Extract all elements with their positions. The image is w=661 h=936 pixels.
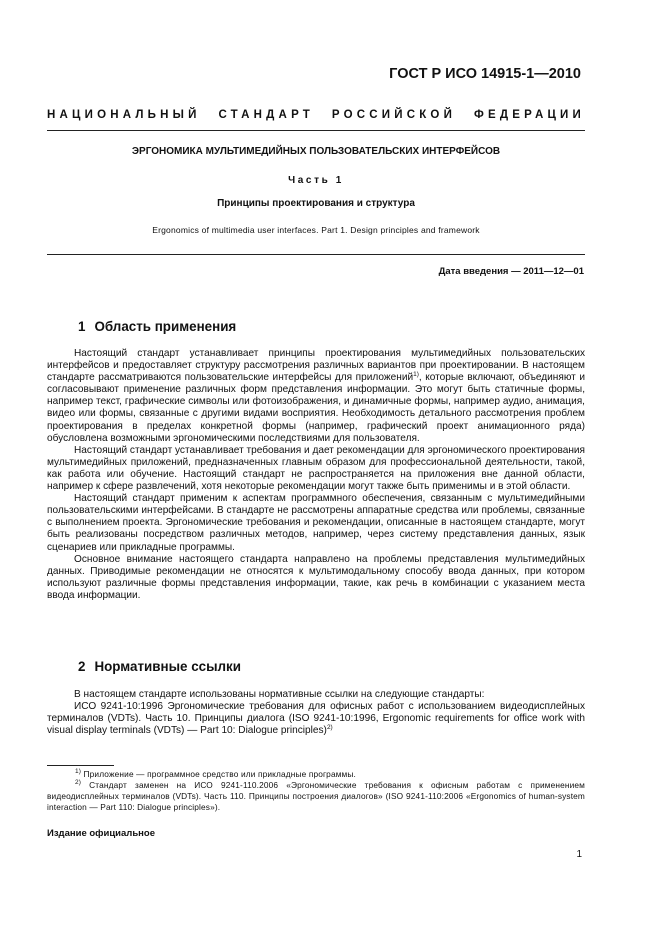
footnote-ref-2: 2) bbox=[326, 724, 333, 732]
english-title: Ergonomics of multimedia user interfaces. Part 1. Design principles and framework bbox=[152, 225, 480, 235]
footnote-ref-1: 1) bbox=[413, 371, 419, 379]
national-word-3: РОССИЙСКОЙ bbox=[331, 109, 457, 121]
paragraph-text: , которые включают, объединяют и согласовывают применение различных форм представления информации. Это могут быть статичные формы, например текст, графические символы или фотоизображения, и динамичные формы, например аудио, анимация, видео или формы, связанные с другими видами восприятия. Необходимость детального рассмотрения проблем проектирования в пределах конкретной формы (например, графический проект анимационного ряда) обусловлена возможными эргономическими последствиями для пользователя. bbox=[47, 372, 585, 444]
national-word-2: СТАНДАРТ bbox=[218, 109, 315, 121]
title-divider bbox=[47, 254, 585, 255]
section-1-body bbox=[47, 348, 585, 602]
section-1-heading bbox=[78, 319, 236, 334]
national-word-1: НАЦИОНАЛЬНЫЙ bbox=[47, 109, 201, 121]
introduction-date: Дата введения — 2011—12—01 bbox=[438, 266, 584, 277]
footnotes bbox=[47, 769, 585, 813]
paragraph: В настоящем стандарте использованы нормативные ссылки на следующие стандарты: bbox=[74, 689, 485, 700]
paragraph: Настоящий стандарт устанавливает требования и дает рекомендации для эргономического проектирования мультимедийных приложений, предназначенных главным образом для профессиональной деятельности, такой, как работа или обучение. Настоящий стандарт не распространяется на приложения вне данной области, например к сфере развлечений, хотя некоторые рекомендации могут также быть применимы и в этой области. bbox=[47, 444, 585, 493]
section-2-body bbox=[47, 689, 585, 737]
paragraph-text: Настоящий стандарт устанавливает принципы проектирования мультимедийных пользовательских интерфейсов и предоставляет структуру рассмотрения различных вариантов при проектировании. В настоящем стандарте рассматриваются пользовательские интерфейсы для приложений bbox=[47, 348, 585, 384]
footnote-1 bbox=[47, 769, 585, 780]
paragraph: Основное внимание настоящего стандарта направлено на проблемы представления мультимедийных данных. Приводимые рекомендации не относятся к мультимодальному способу ввода данных, при котором используют различные формы представления информации, такие, как речь в комбинации с указанием места ввода информации. bbox=[47, 553, 585, 601]
standard-title: ЭРГОНОМИКА МУЛЬТИМЕДИЙНЫХ ПОЛЬЗОВАТЕЛЬСКИХ ИНТЕРФЕЙСОВ bbox=[131, 146, 501, 157]
section-1-title: Область применения bbox=[94, 319, 237, 334]
page-number: 1 bbox=[576, 849, 582, 860]
standard-subtitle: Принципы проектирования и структура bbox=[217, 198, 415, 209]
paragraph-text: ИСО 9241-10:1996 Эргономические требования для офисных работ с использованием видеодисплейных терминалов (VDTs). Часть 10. Принципы диалога (ISO 9241-10:1996, Ergonomic requirements for office work with visual display terminals (VDTs) — Part 10: Dialogue principles) bbox=[47, 701, 585, 737]
official-edition: Издание официальное bbox=[47, 828, 155, 839]
section-1-number: 1 bbox=[78, 319, 86, 334]
section-2-title: Нормативные ссылки bbox=[94, 659, 241, 674]
footnote-text: Приложение — программное средство или прикладные программы. bbox=[81, 769, 356, 779]
header-divider bbox=[47, 130, 585, 131]
footnote-text: Стандарт заменен на ИСО 9241-110.2006 «Эргономические требования к офисным работам с применением видеодисплейных терминалов (VDTs). Часть 110. Принципы построения диалогов» (ISO 9241-110:2006 «Ergonomics of human-system interaction — Part 110: Dialogue principles»). bbox=[47, 780, 585, 812]
section-2-number: 2 bbox=[78, 659, 86, 674]
national-word-4: ФЕДЕРАЦИИ bbox=[473, 109, 585, 121]
footnote-divider bbox=[47, 765, 114, 766]
document-number: ГОСТ Р ИСО 14915-1—2010 bbox=[389, 66, 581, 82]
paragraph: Настоящий стандарт применим к аспектам программного обеспечения, связанным с мультимедийными пользовательскими интерфейсами. В стандарте не рассмотрены аппаратные средства или проблемы, связанные с выполнением проекта. Эргономические требования и рекомендации, описанные в настоящем стандарте, могут быть реализованы посредством различных методов, например, через систему представления данных, язык сценариев или прикладные программы. bbox=[47, 493, 585, 553]
footnote-2 bbox=[47, 780, 585, 813]
footnote-mark: 2) bbox=[75, 779, 82, 786]
paragraph bbox=[47, 701, 585, 737]
part-label: Часть 1 bbox=[288, 175, 344, 186]
national-standard-line bbox=[47, 109, 585, 121]
footnote-mark: 1) bbox=[75, 768, 82, 775]
paragraph bbox=[47, 348, 585, 445]
section-2-heading bbox=[78, 659, 241, 674]
